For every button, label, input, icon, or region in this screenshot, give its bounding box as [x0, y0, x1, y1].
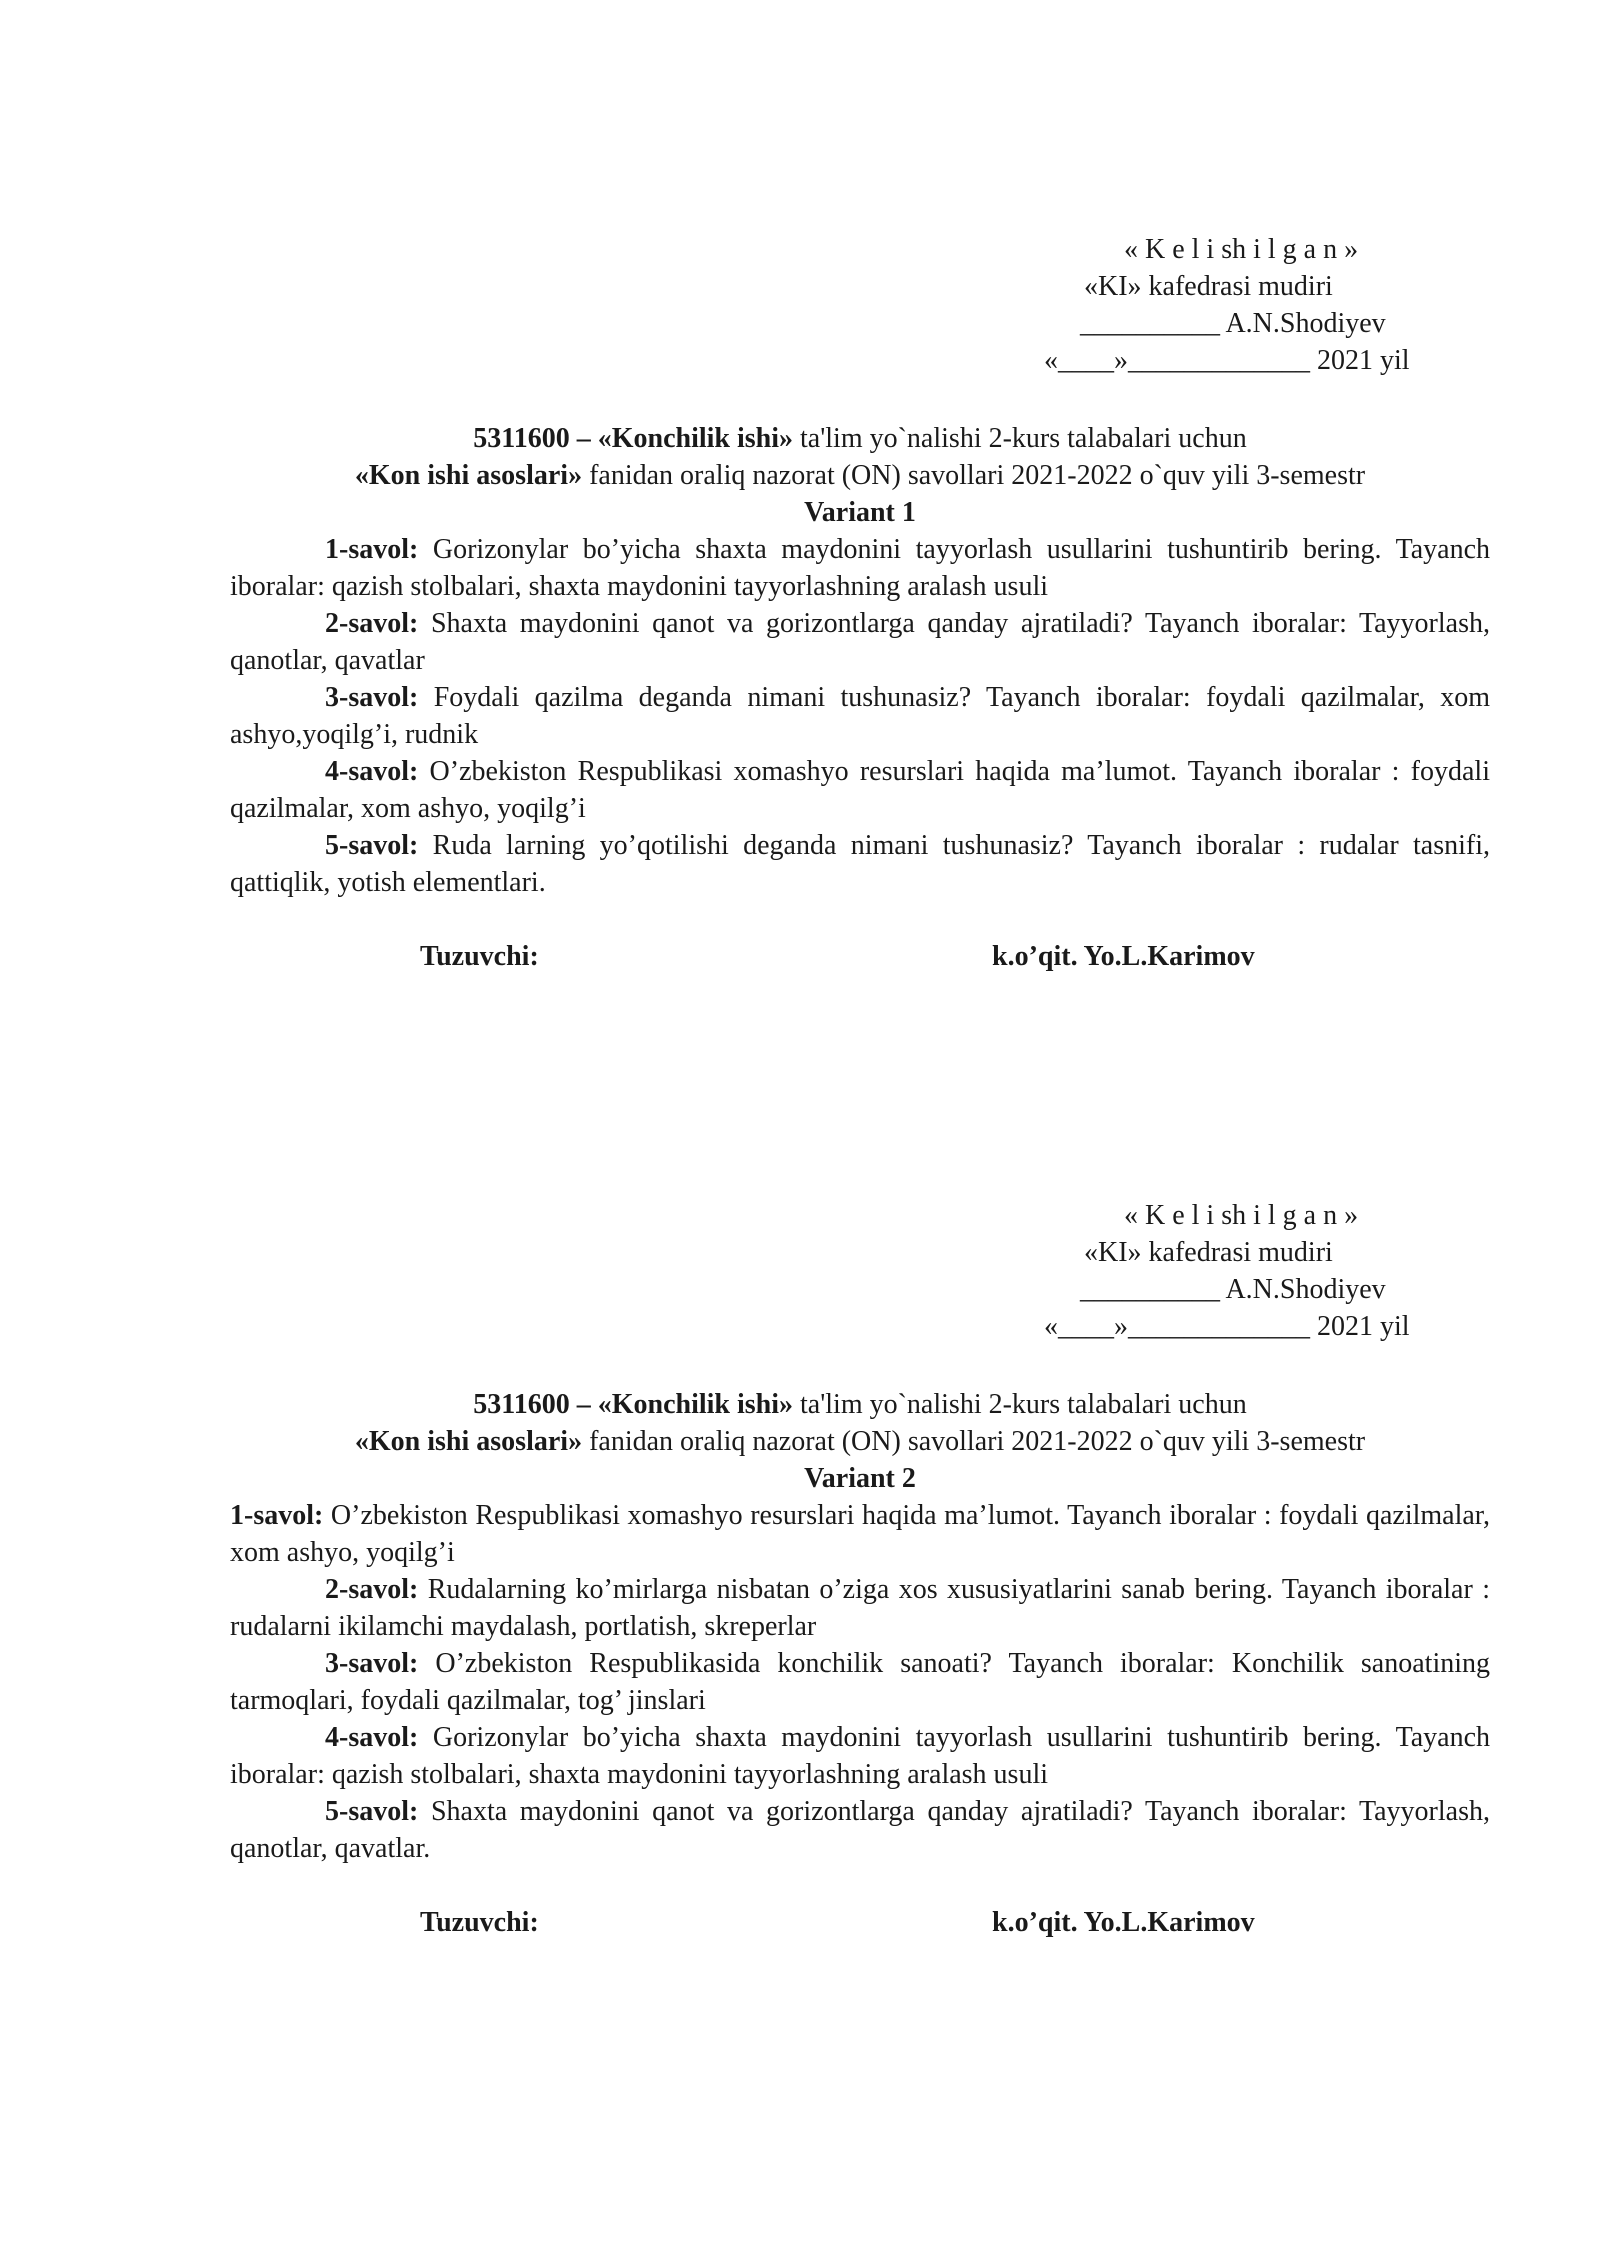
variant-title: Variant 1	[804, 497, 916, 528]
question-text: Ruda larning yo’qotilishi deganda nimani tushunasiz? Tayanch iboralar : rudalar tasnifi, qattiqlik, yotish elementlari.	[230, 830, 1490, 898]
question-text: Shaxta maydonini qanot va gorizontlarga qanday ajratiladi? Tayanch iboralar: Tayyorlash, qanotlar, qavatlar	[230, 608, 1490, 676]
question-text: Foydali qazilma deganda nimani tushunasiz? Tayanch iboralar: foydali qazilmalar, xom ashyo,yoqilg’i, rudnik	[230, 682, 1490, 750]
approval-head-name: __________ A.N.Shodiyev	[1080, 308, 1386, 339]
question-item	[230, 679, 1490, 753]
question-label: 4-savol:	[325, 756, 419, 787]
approval-position: «KI» kafedrasi mudiri	[1084, 1237, 1333, 1268]
signature-row	[230, 938, 1490, 975]
program-code: 5311600 – «Konchilik ishi»	[473, 1389, 794, 1420]
question-item	[230, 605, 1490, 679]
exam-heading	[230, 1386, 1490, 1497]
compiler-label: Tuzuvchi:	[420, 1907, 539, 1938]
question-label: 3-savol:	[325, 1648, 419, 1679]
approval-head-name: __________ A.N.Shodiyev	[1080, 1274, 1386, 1305]
question-item	[230, 531, 1490, 605]
subject-name: «Kon ishi asoslari»	[354, 1426, 583, 1457]
question-text: Shaxta maydonini qanot va gorizontlarga qanday ajratiladi? Tayanch iboralar: Tayyorlash, qanotlar, qavatlar.	[230, 1796, 1490, 1864]
question-list	[230, 1497, 1490, 1867]
approval-date: «____»_____________ 2021 yil	[1044, 1311, 1410, 1342]
question-label: 4-savol:	[325, 1722, 419, 1753]
variant-1-section	[230, 231, 1490, 975]
question-item	[230, 1571, 1490, 1645]
approval-date: «____»_____________ 2021 yil	[1044, 345, 1410, 376]
question-item	[230, 1497, 1490, 1571]
question-list	[230, 531, 1490, 901]
question-text: O’zbekiston Respublikasi xomashyo resurslari haqida ma’lumot. Tayanch iboralar : foydali qazilmalar, xom ashyo, yoqilg’i	[230, 756, 1490, 824]
question-item	[230, 1793, 1490, 1867]
question-item	[230, 1719, 1490, 1793]
variant-title: Variant 2	[804, 1463, 916, 1494]
heading-line-2-rest: fanidan oraliq nazorat (ON) savollari 2021-2022 o`quv yili 3-semestr	[582, 1426, 1366, 1457]
heading-line-2	[230, 457, 1490, 494]
heading-line-1-rest: ta'lim yo`nalishi 2-kurs talabalari uchun	[793, 423, 1247, 454]
question-label: 5-savol:	[325, 830, 419, 861]
exam-heading	[230, 420, 1490, 531]
compiler-name: k.o’qit. Yo.L.Karimov	[992, 1907, 1255, 1938]
approval-block	[230, 1197, 1490, 1345]
question-text: Rudalarning ko’mirlarga nisbatan o’ziga xos xususiyatlarini sanab bering. Tayanch iboralar : rudalarni ikilamchi maydalash, portlatish, skreperlar	[230, 1574, 1490, 1642]
compiler-name: k.o’qit. Yo.L.Karimov	[992, 941, 1255, 972]
approval-block	[230, 231, 1490, 379]
subject-name: «Kon ishi asoslari»	[354, 460, 583, 491]
heading-line-1	[230, 420, 1490, 457]
question-label: 3-savol:	[325, 682, 419, 713]
question-text: Gorizonylar bo’yicha shaxta maydonini tayyorlash usullarini tushuntirib bering. Tayanch iboralar: qazish stolbalari, shaxta maydonini tayyorlashning aralash usuli	[230, 1722, 1490, 1790]
question-item	[230, 1645, 1490, 1719]
heading-line-2	[230, 1423, 1490, 1460]
question-label: 1-savol:	[230, 1500, 324, 1531]
question-text: O’zbekiston Respublikasida konchilik sanoati? Tayanch iboralar: Konchilik sanoatining tarmoqlari, foydali qazilmalar, tog’ jinslari	[230, 1648, 1490, 1716]
question-item	[230, 753, 1490, 827]
heading-line-2-rest: fanidan oraliq nazorat (ON) savollari 2021-2022 o`quv yili 3-semestr	[582, 460, 1366, 491]
approval-agreed: « K e l i sh i l g a n »	[1124, 234, 1359, 265]
question-label: 2-savol:	[325, 1574, 419, 1605]
approval-agreed: « K e l i sh i l g a n »	[1124, 1200, 1359, 1231]
question-label: 2-savol:	[325, 608, 419, 639]
heading-line-1-rest: ta'lim yo`nalishi 2-kurs talabalari uchun	[793, 1389, 1247, 1420]
question-text: Gorizonylar bo’yicha shaxta maydonini tayyorlash usullarini tushuntirib bering. Tayanch iboralar: qazish stolbalari, shaxta maydonini tayyorlashning aralash usuli	[230, 534, 1490, 602]
compiler-label: Tuzuvchi:	[420, 941, 539, 972]
variant-2-section	[230, 1197, 1490, 1941]
heading-line-1	[230, 1386, 1490, 1423]
approval-position: «KI» kafedrasi mudiri	[1084, 271, 1333, 302]
question-text: O’zbekiston Respublikasi xomashyo resurslari haqida ma’lumot. Tayanch iboralar : foydali qazilmalar, xom ashyo, yoqilg’i	[230, 1500, 1490, 1568]
program-code: 5311600 – «Konchilik ishi»	[473, 423, 794, 454]
question-item	[230, 827, 1490, 901]
signature-row	[230, 1904, 1490, 1941]
question-label: 1-savol:	[325, 534, 419, 565]
question-label: 5-savol:	[325, 1796, 419, 1827]
